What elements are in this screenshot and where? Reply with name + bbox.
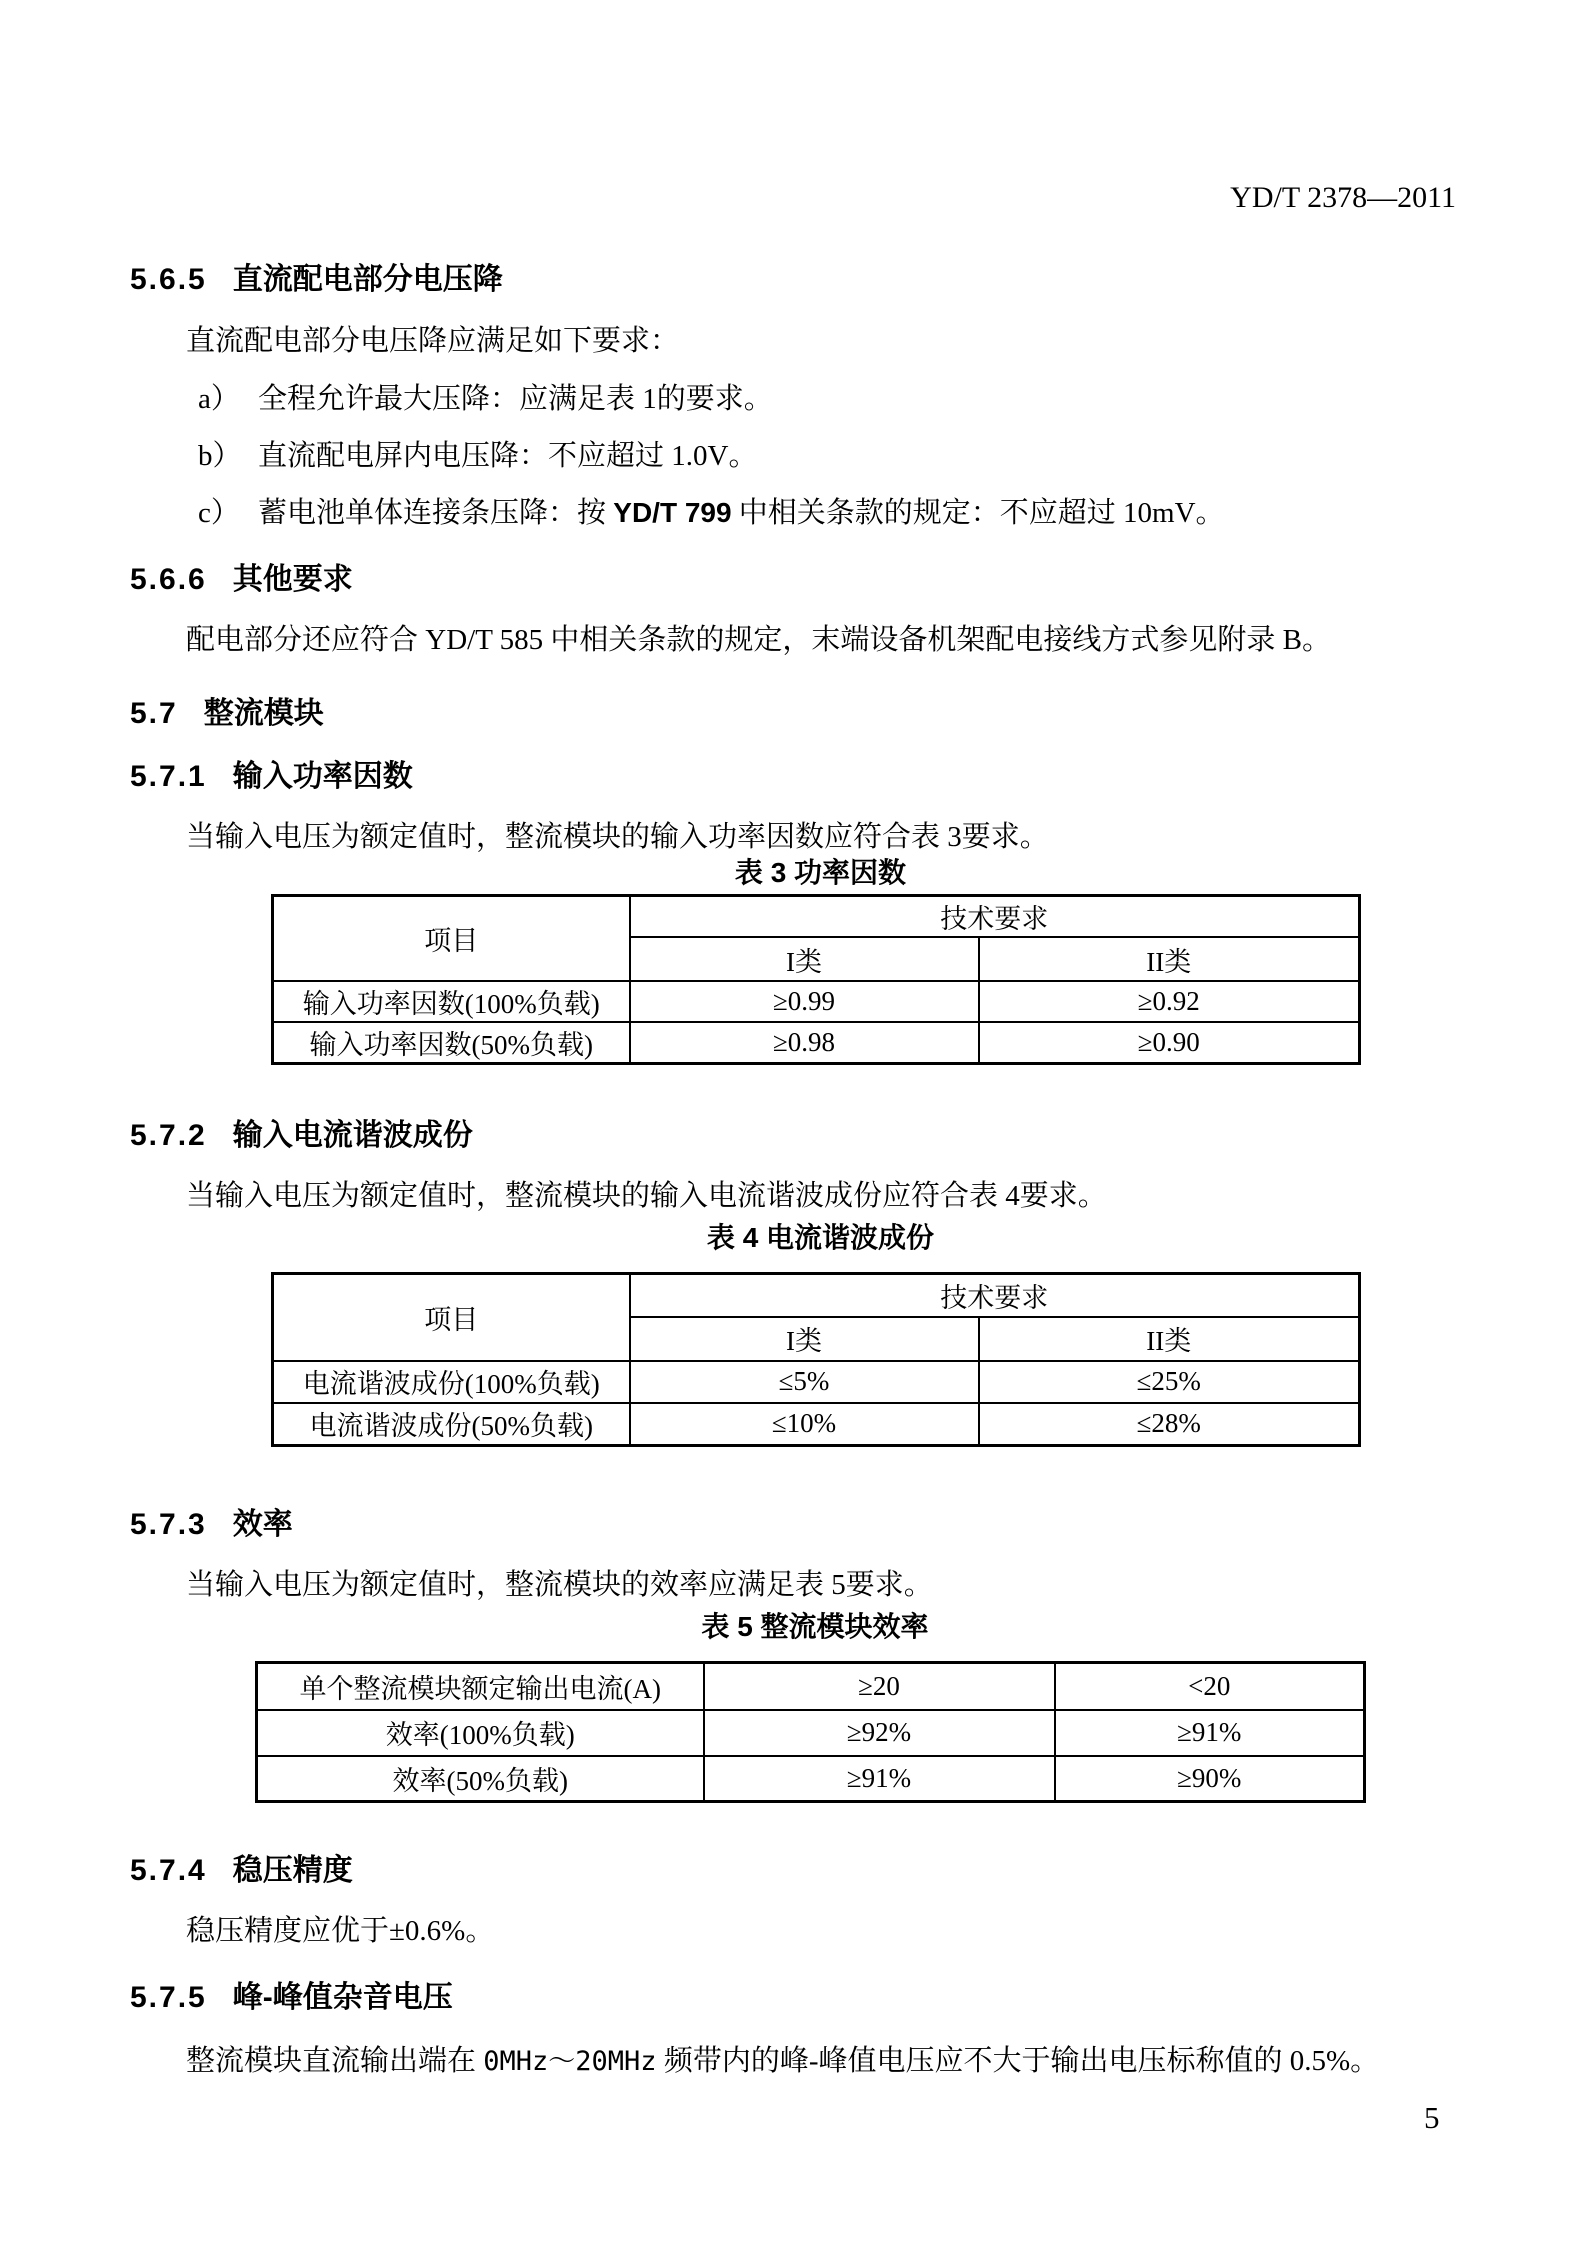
list-text: 直流配电屏内电压降：不应超过 1.0V。 — [258, 440, 758, 472]
table-3 — [271, 894, 1361, 1065]
table-row — [257, 1710, 1365, 1756]
section-number: 5.6.5 — [130, 263, 207, 296]
table-header-class2: II类 — [979, 937, 1360, 981]
section-title: 整流模块 — [203, 697, 324, 730]
paragraph-5-7-1: 当输入电压为额定值时，整流模块的输入功率因数应符合表 3要求。 — [186, 821, 1049, 853]
text-segment: 频带内的峰-峰值电压应不大于输出电压标称值的 0.5%。 — [656, 2045, 1380, 2077]
table-header-class2: II类 — [979, 1317, 1360, 1361]
table-4-caption: 表 4 电流谐波成份 — [706, 1222, 935, 1253]
paragraph-5-7-2: 当输入电压为额定值时，整流模块的输入电流谐波成份应符合表 4要求。 — [186, 1180, 1107, 1212]
row-value: ≥0.92 — [979, 981, 1360, 1022]
row-value: ≥91% — [704, 1756, 1055, 1802]
standard-number-header: YD/T 2378—2011 — [1230, 181, 1456, 214]
row-value: ≥0.90 — [979, 1022, 1360, 1064]
section-title: 输入功率因数 — [232, 760, 413, 793]
table-header-class1: I类 — [630, 1317, 979, 1361]
table-header-tech: 技术要求 — [630, 1274, 1360, 1317]
intro-paragraph: 直流配电部分电压降应满足如下要求： — [186, 325, 680, 357]
table-row — [257, 1756, 1365, 1802]
section-title: 峰-峰值杂音电压 — [232, 1981, 453, 2014]
row-value: ≤5% — [630, 1361, 979, 1403]
list-label: a） — [198, 383, 240, 415]
text-segment: 整流模块直流输出端在 — [186, 2045, 484, 2077]
row-name: 单个整流模块额定输出电流(A) — [257, 1663, 704, 1710]
row-name: 电流谐波成份(100%负载) — [273, 1361, 630, 1403]
row-value: ≤25% — [979, 1361, 1360, 1403]
row-value: ≥0.98 — [630, 1022, 979, 1064]
section-title: 稳压精度 — [232, 1854, 353, 1887]
list-text: 全程允许最大压降：应满足表 1的要求。 — [258, 383, 773, 415]
table-5 — [255, 1661, 1366, 1803]
table-3-caption: 表 3 功率因数 — [734, 857, 907, 888]
list-item-a — [198, 376, 773, 417]
paragraph-5-7-5 — [186, 2038, 1379, 2079]
section-title: 效率 — [232, 1508, 293, 1541]
list-label: b） — [198, 440, 242, 472]
table-5-caption: 表 5 整流模块效率 — [701, 1611, 929, 1642]
heading-5-7-4 — [130, 1845, 353, 1889]
paragraph-5-6-6: 配电部分还应符合 YD/T 585 中相关条款的规定，末端设备机架配电接线方式参见附录 B。 — [186, 624, 1331, 656]
list-text — [258, 490, 1225, 531]
section-number: 5.6.6 — [130, 563, 207, 596]
text-segment: 中相关条款的规定：不应超过 10mV。 — [731, 497, 1225, 529]
list-label: c） — [198, 497, 240, 529]
section-title: 直流配电部分电压降 — [232, 263, 503, 296]
table-header-tech: 技术要求 — [630, 896, 1360, 938]
section-title: 输入电流谐波成份 — [232, 1119, 473, 1152]
heading-5-6-6 — [130, 554, 353, 598]
heading-5-7 — [130, 688, 324, 732]
section-number: 5.7.4 — [130, 1854, 207, 1887]
row-name: 效率(100%负载) — [257, 1710, 704, 1756]
table-header-item: 项目 — [273, 896, 630, 982]
row-name: 效率(50%负载) — [257, 1756, 704, 1802]
table-row — [257, 1663, 1365, 1710]
standard-reference: YD/T 799 — [613, 497, 732, 528]
section-number: 5.7.1 — [130, 760, 207, 793]
section-number: 5.7.5 — [130, 1981, 207, 2014]
table-row — [273, 1022, 1360, 1064]
list-item-c — [198, 490, 1225, 531]
row-value: <20 — [1055, 1663, 1365, 1710]
row-value: ≥0.99 — [630, 981, 979, 1022]
row-value: ≥90% — [1055, 1756, 1365, 1802]
row-value: ≤10% — [630, 1403, 979, 1446]
section-title: 其他要求 — [232, 563, 353, 596]
row-name: 电流谐波成份(50%负载) — [273, 1403, 630, 1446]
page-number: 5 — [1424, 2100, 1440, 2135]
table-row — [273, 1403, 1360, 1446]
heading-5-7-3 — [130, 1499, 293, 1543]
paragraph-5-7-3: 当输入电压为额定值时，整流模块的效率应满足表 5要求。 — [186, 1569, 933, 1601]
list-item-b — [198, 433, 757, 474]
table-row — [273, 981, 1360, 1022]
section-number: 5.7 — [130, 697, 178, 730]
table-header-class1: I类 — [630, 937, 979, 981]
table-header-item: 项目 — [273, 1274, 630, 1361]
row-name: 输入功率因数(100%负载) — [273, 981, 630, 1022]
row-value: ≥20 — [704, 1663, 1055, 1710]
section-number: 5.7.2 — [130, 1119, 207, 1152]
paragraph-5-7-4: 稳压精度应优于±0.6%。 — [186, 1915, 495, 1947]
section-number: 5.7.3 — [130, 1508, 207, 1541]
row-value: ≤28% — [979, 1403, 1360, 1446]
heading-5-6-5 — [130, 254, 503, 298]
row-name: 输入功率因数(50%负载) — [273, 1022, 630, 1064]
frequency-range: 0MHz～20MHz — [483, 2046, 657, 2077]
row-value: ≥92% — [704, 1710, 1055, 1756]
heading-5-7-5 — [130, 1972, 453, 2016]
heading-5-7-1 — [130, 751, 413, 795]
text-segment: 蓄电池单体连接条压降：按 — [258, 497, 614, 529]
row-value: ≥91% — [1055, 1710, 1365, 1756]
heading-5-7-2 — [130, 1110, 473, 1154]
table-4 — [271, 1272, 1361, 1447]
table-row — [273, 1361, 1360, 1403]
